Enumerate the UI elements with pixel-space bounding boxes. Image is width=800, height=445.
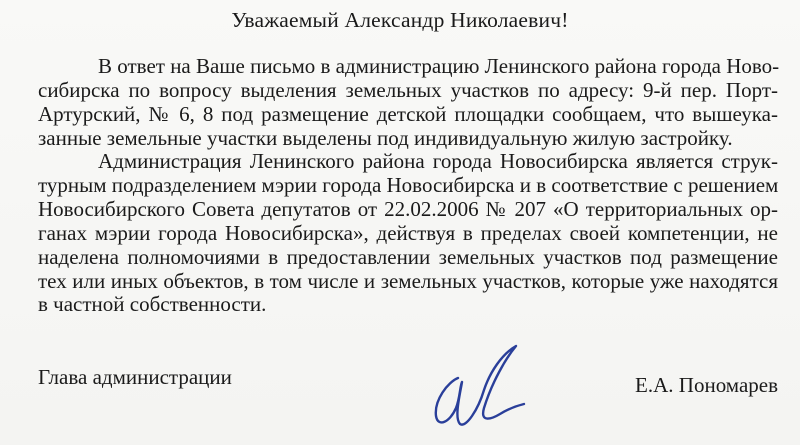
- text-line: в частной собственности.: [38, 292, 267, 317]
- text-line: занные земельные участки выделены под индивидуальную жилую застройку.: [38, 125, 733, 150]
- text-line: сибирска по вопросу выделения земельных участков по адресу: 9-й пер. Порт-: [38, 77, 778, 102]
- salutation: Уважаемый Александр Николаевич!: [231, 8, 569, 32]
- text-line: Новосибирского Совета депутатов от 22.02.2006 № 207 «О территориальных ор-: [38, 196, 778, 221]
- text-line: В ответ на Ваше письмо в администрацию Ленинского района города Ново-: [98, 54, 780, 78]
- paragraph-reply: [38, 55, 778, 151]
- text-line: ганах мэрии города Новосибирска», действуя в пределах своей компетенции, не: [38, 220, 778, 245]
- position-title: Глава администрации: [38, 365, 232, 389]
- text-line: наделена полномочиями в предоставлении земельных участков под размещение: [38, 244, 778, 269]
- handwritten-signature: [420, 338, 530, 433]
- text-line: тех или иных объектов, в том числе и земельных участков, которые уже находятся: [38, 268, 778, 293]
- signer-name: Е.А. Пономарев: [635, 373, 778, 397]
- text-line: турным подразделением мэрии города Новосибирска и в соответствие с решением: [38, 172, 779, 197]
- text-line: Администрация Ленинского района города Новосибирска является струк-: [98, 149, 778, 173]
- paragraph-competence: [38, 150, 778, 317]
- text-line: Артурский, № 6, 8 под размещение детской площадки сообщаем, что вышеука-: [38, 101, 778, 126]
